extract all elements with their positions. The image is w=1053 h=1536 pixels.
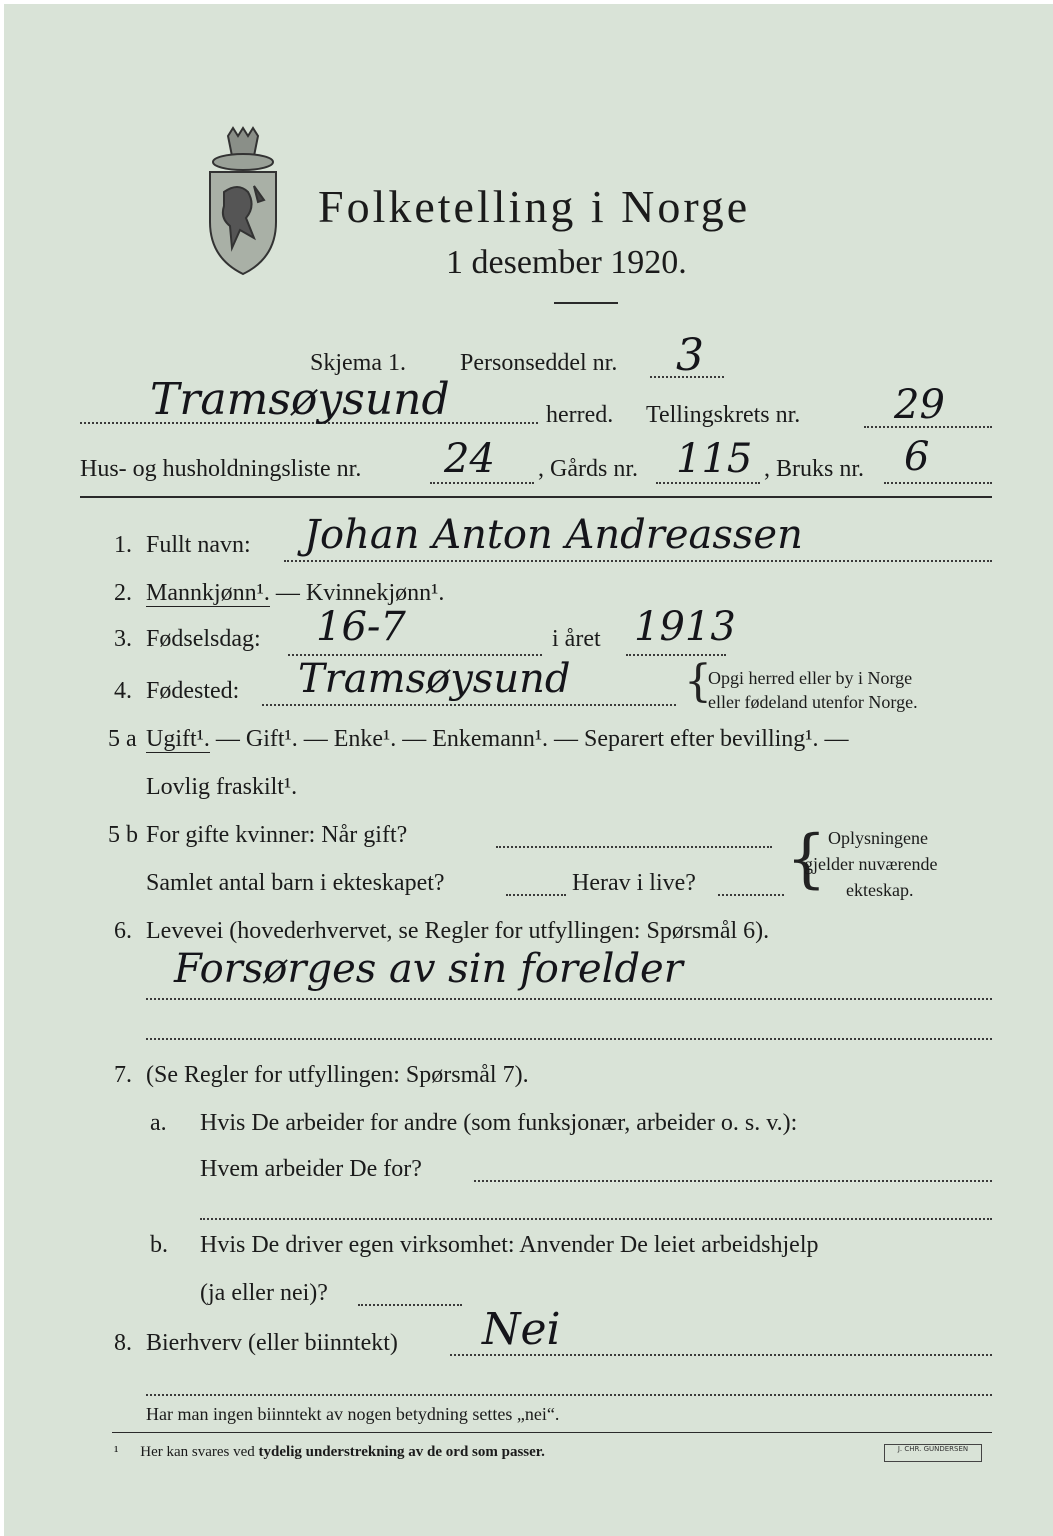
q5b-alive-label: Herav i live?: [572, 870, 696, 896]
side-income-value[interactable]: Nei: [482, 1304, 561, 1355]
q7b-letter: b.: [150, 1232, 168, 1258]
footnote-text: Her kan svares ved: [140, 1444, 255, 1460]
status-divorced-option[interactable]: Lovlig fraskilt¹.: [146, 774, 298, 800]
q1-label: Fullt navn:: [146, 532, 251, 558]
gender-female-option[interactable]: Kvinnekjønn¹.: [305, 580, 445, 606]
side-income-extra-line[interactable]: [146, 1394, 992, 1396]
occupation-value[interactable]: Forsørges av sin forelder: [174, 946, 683, 992]
q5b-note-line1: Oplysningene: [828, 828, 928, 848]
q5b-note-line2: gjelder nuværende: [804, 854, 938, 874]
header-rule: [80, 496, 992, 498]
tellingskrets-label: Tellingskrets nr.: [646, 402, 801, 428]
gender-male-option[interactable]: Mannkjønn¹.: [146, 580, 270, 606]
bruks-value[interactable]: 6: [904, 434, 930, 480]
form-title: Folketelling i Norge: [318, 181, 751, 232]
q4-number: 4.: [114, 678, 132, 704]
footnote-bold: tydelig understrekning av de ord som passer.: [258, 1444, 545, 1460]
personseddel-label: Personseddel nr.: [460, 350, 618, 376]
q3-year-label: i året: [552, 626, 601, 652]
occupation-extra-line[interactable]: [146, 1038, 992, 1040]
q8-label: Bierhverv (eller biinntekt): [146, 1330, 398, 1356]
personseddel-value[interactable]: 3: [676, 330, 704, 381]
status-other-options[interactable]: — Gift¹. — Enke¹. — Enkemann¹. — Separert efter bevilling¹. —: [209, 726, 849, 752]
gards-value[interactable]: 115: [676, 436, 753, 482]
q3-label: Fødselsdag:: [146, 626, 261, 652]
q7a-letter: a.: [150, 1110, 167, 1136]
q6-number: 6.: [114, 918, 132, 944]
title-divider: [554, 302, 618, 304]
q5b-number: 5 b: [108, 822, 138, 848]
married-date-field[interactable]: [496, 846, 772, 848]
tellingskrets-value[interactable]: 29: [894, 382, 945, 428]
gards-label: , Gårds nr.: [538, 456, 638, 482]
birthyear-value[interactable]: 1913: [634, 604, 736, 650]
children-count-field[interactable]: [506, 894, 566, 896]
census-form-paper: Folketelling i Norge 1 desember 1920. Skjema 1. Personseddel nr. 3 Tramsøysund herred. Tellingskrets nr. 29 Hus- og husholdningsliste nr. 24 , Gårds nr. 115 , Bruks nr. 6 1. Fullt navn: Johan Anton Andreassen 2. Mannkjønn¹. — Kvinnekjønn¹. 3. Fødselsdag: 16-7 i året 1913 4. Fødested: Tramsøysund { Opgi herred eller by i Norge eller fødeland utenfor Norge. 5 a Ugift¹. — Gift¹. — Enke¹. — Enkemann¹. — Separert efter bevilling¹. — Lovlig fraskilt¹. 5 b For gifte kvinner: Når gift? Samlet antal barn i ekteskapet? Herav i live? { Oplysningene gjelder nuværende ekteskap. 6. Levevei (hovederhvervet, se Regler for utfyllingen: Spørsmål 6). Forsørges av sin forelder 7. (Se Regler for utfyllingen: Spørsmål 7). a. Hvis De arbeider for andre (som funksjonær, arbeider o. s. v.): Hvem arbeider De for? b. Hvis De driver egen virksomhet: Anvender De leiet arbeidshjelp (ja eller nei)? 8. Bierhverv (eller biinntekt) Nei Har man ingen biinntekt av nogen betydning settes „nei“. ¹ Her kan svares ved tydelig understrekning av de ord som passer. J. CHR. GUNDERSEN: [4, 4, 1053, 1536]
bruks-label: , Bruks nr.: [764, 456, 865, 482]
q4-note-line2: eller fødeland utenfor Norge.: [708, 692, 918, 712]
q8-number: 8.: [114, 1330, 132, 1356]
status-unmarried-option[interactable]: Ugift¹.: [146, 726, 210, 752]
herred-label: herred.: [546, 402, 614, 428]
hus-label: Hus- og husholdningsliste nr.: [80, 456, 362, 482]
q7a-label-line1: Hvis De arbeider for andre (som funksjonær, arbeider o. s. v.):: [200, 1110, 798, 1136]
q5b-note-line3: ekteskap.: [846, 880, 914, 900]
q7-label: (Se Regler for utfyllingen: Spørsmål 7).: [146, 1062, 529, 1088]
side-income-note: Har man ingen biinntekt av nogen betydning settes „nei“.: [146, 1404, 560, 1424]
q7-number: 7.: [114, 1062, 132, 1088]
hired-help-field[interactable]: [358, 1304, 462, 1306]
q5b-married-label: For gifte kvinner: Når gift?: [146, 822, 408, 848]
herred-value[interactable]: Tramsøysund: [150, 374, 450, 425]
birthdate-value[interactable]: 16-7: [316, 604, 406, 650]
q5a-number: 5 a: [108, 726, 137, 752]
employer-field[interactable]: [474, 1180, 992, 1182]
q1-number: 1.: [114, 532, 132, 558]
hus-value[interactable]: 24: [444, 436, 495, 482]
full-name-value[interactable]: Johan Anton Andreassen: [304, 512, 803, 558]
census-date: 1 desember 1920.: [446, 244, 687, 281]
coat-of-arms-icon: [200, 126, 286, 278]
footnote-mark: ¹: [114, 1444, 119, 1460]
skjema-label: Skjema 1.: [310, 350, 406, 376]
children-alive-field[interactable]: [718, 894, 784, 896]
q7a-label-line2: Hvem arbeider De for?: [200, 1156, 422, 1182]
footnote-divider: [112, 1432, 992, 1433]
q7b-label-line1: Hvis De driver egen virksomhet: Anvender De leiet arbeidshjelp: [200, 1232, 819, 1258]
q2-number: 2.: [114, 580, 132, 606]
q6-label: Levevei (hovederhvervet, se Regler for utfyllingen: Spørsmål 6).: [146, 918, 770, 944]
printer-stamp: J. CHR. GUNDERSEN: [884, 1444, 982, 1462]
employer-extra-line[interactable]: [200, 1218, 992, 1220]
q5b-children-label: Samlet antal barn i ekteskapet?: [146, 870, 445, 896]
q7b-label-line2: (ja eller nei)?: [200, 1280, 328, 1306]
birthplace-value[interactable]: Tramsøysund: [298, 656, 571, 702]
q4-label: Fødested:: [146, 678, 240, 704]
q3-number: 3.: [114, 626, 132, 652]
q4-note-line1: Opgi herred eller by i Norge: [708, 668, 913, 688]
